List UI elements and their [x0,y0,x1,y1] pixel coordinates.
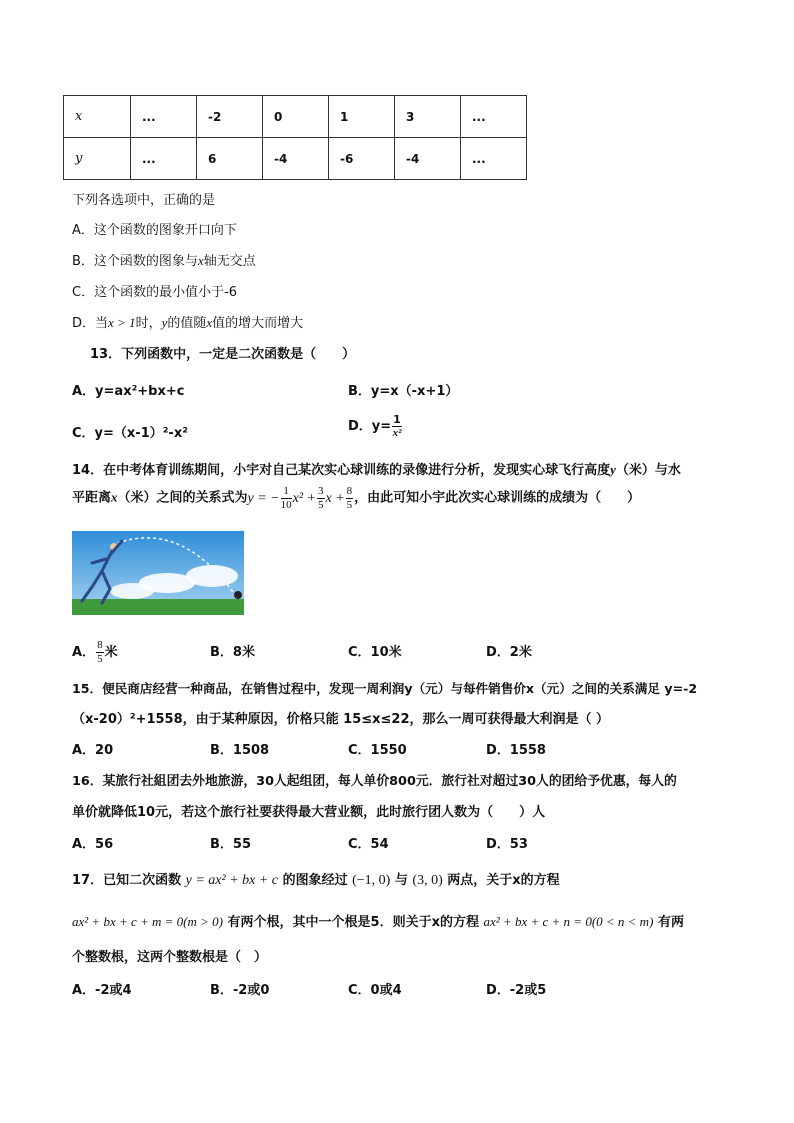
q15-option-d: D．1558 [486,743,546,758]
table-cell: ... [461,138,527,180]
q12-option-c: C．这个函数的最小值小于-6 [72,285,238,300]
q15-option-a: A．20 [72,743,114,758]
q13-option-b: B．y=x（-x+1） [348,384,459,399]
var-x: x [111,489,118,505]
var-y: y [161,315,168,330]
text: 值的增大而增大 [212,316,304,331]
text: 17．已知二次函数 [72,873,182,888]
var-y: y [610,462,616,477]
q13-option-c: C．y=（x-1）²-x² [72,426,188,441]
shot-ball [234,591,242,599]
table-cell: -2 [197,96,263,138]
table-cell: 1 [329,96,395,138]
q17-line3: 个整数根，这两个整数根是（ ） [72,950,268,965]
q12-option-a: A．这个函数的图象开口向下 [72,223,237,238]
q13-option-a: A．y=ax²+bx+c [72,384,185,399]
q16-option-c: C．54 [348,837,389,852]
q14-line1 [72,459,681,478]
q12-option-b [72,250,256,269]
text: （米）与水 [615,463,681,478]
table-cell: ... [461,96,527,138]
q12-stem: 下列各选项中，正确的是 [72,193,216,208]
numerator: 8 [97,639,103,651]
point: (3, 0) [412,873,443,888]
numerator: 3 [318,485,324,497]
q14-option-a [72,640,118,665]
table-row-x [64,96,527,138]
table-cell: y [64,138,131,180]
numerator: 8 [346,485,353,497]
denominator: 5 [318,499,324,511]
condition: x > 1 [108,315,136,330]
text: ，由此可知小宇此次实心球训练的成绩为（ ） [354,490,641,506]
text: A． [72,645,96,660]
ground [72,599,244,615]
q16-line2: 单价就降低10元，若这个旅行社要获得最大营业额，此时旅行团人数为（ ）人 [72,805,546,820]
var-x: x [197,253,204,268]
q17-line2 [72,911,684,930]
numerator: 1 [281,486,292,499]
q15-option-b: B．1508 [210,743,270,758]
q14-option-c: C．10米 [348,645,402,660]
text: 平距离 [72,490,112,506]
q16-option-a: A．56 [72,837,114,852]
fraction [96,640,104,665]
table-cell: -6 [329,138,395,180]
table-cell: x [64,96,131,138]
cloud [110,583,154,599]
q14-option-b: B．8米 [210,645,255,660]
numerator: 1 [393,413,401,426]
fraction [317,486,325,511]
fraction [346,486,354,511]
table-cell: ... [131,96,197,138]
value-table [63,95,527,180]
q15-line1: 15．便民商店经营一种商品，在销售过程中，发现一周利润y（元）与每件销售价x（元）之间的关系满足 y=-2 [72,681,698,696]
q13-stem: 13．下列函数中，一定是二次函数是（ ） [90,347,356,362]
formula: ax² + bx + c + m = 0(m > 0) [72,914,224,929]
text: 的值随 [167,316,207,331]
denominator: x² [392,427,402,439]
text: 有两 [657,915,684,930]
q14-option-d: D．2米 [486,645,532,660]
text: D．y= [348,419,392,434]
term: x² + [292,490,316,506]
q17-option-c: C．0或4 [348,983,402,998]
table-cell: 6 [197,138,263,180]
formula-lhs: y = − [247,490,280,506]
text: 14．在中考体育训练期间，小宇对自己某次实心球训练的录像进行分析，发现实心球飞行高度 [72,463,611,478]
formula: y = ax² + bx + c [185,873,279,888]
text: 有两个根，其中一个根是5．则关于x的方程 [227,915,479,930]
q17-option-b: B．-2或0 [210,983,270,998]
table-cell: -4 [395,138,461,180]
q14-line2 [72,486,640,511]
q12-option-d [72,312,303,331]
text: D．当 [72,316,109,331]
text: 时， [135,316,162,331]
table-cell: ... [131,138,197,180]
formula [247,485,355,511]
q15-line2: （x-20）²+1558，由于某种原因，价格只能 15≤x≤22，那么一周可获得最大利润是（ ） [72,712,610,727]
text: B．这个函数的图象与 [72,254,198,269]
text: 米 [104,645,118,660]
formula: ax² + bx + c + n = 0(0 < n < m) [483,914,654,929]
q15-option-c: C．1550 [348,743,407,758]
denominator: 5 [97,653,103,665]
q16-line1: 16．某旅行社組团去外地旅游，30人起组团，每人单价800元．旅行社对超过30人的团给予优惠，每人的 [72,774,677,789]
q17-line1 [72,869,560,889]
q13-option-d [348,414,403,439]
text: 轴无交点 [203,254,256,269]
shot-put-illustration [72,531,244,615]
point: (−1, 0) [352,873,391,888]
fraction [281,486,292,511]
table-cell: -4 [263,138,329,180]
text: 与 [394,873,408,888]
table-cell: 3 [395,96,461,138]
text: 两点，关于x的方程 [447,873,560,888]
q16-option-b: B．55 [210,837,251,852]
fraction [392,414,402,439]
var-x: x [206,315,213,330]
term: x + [325,490,345,506]
table-row-y [64,138,527,180]
text: （米）之间的关系式为 [117,490,248,506]
text: 的图象经过 [282,873,348,888]
q17-option-d: D．-2或5 [486,983,547,998]
q16-option-d: D．53 [486,837,528,852]
denominator: 5 [346,499,353,511]
q17-option-a: A．-2或4 [72,983,132,998]
denominator: 10 [280,499,292,511]
table-cell: 0 [263,96,329,138]
